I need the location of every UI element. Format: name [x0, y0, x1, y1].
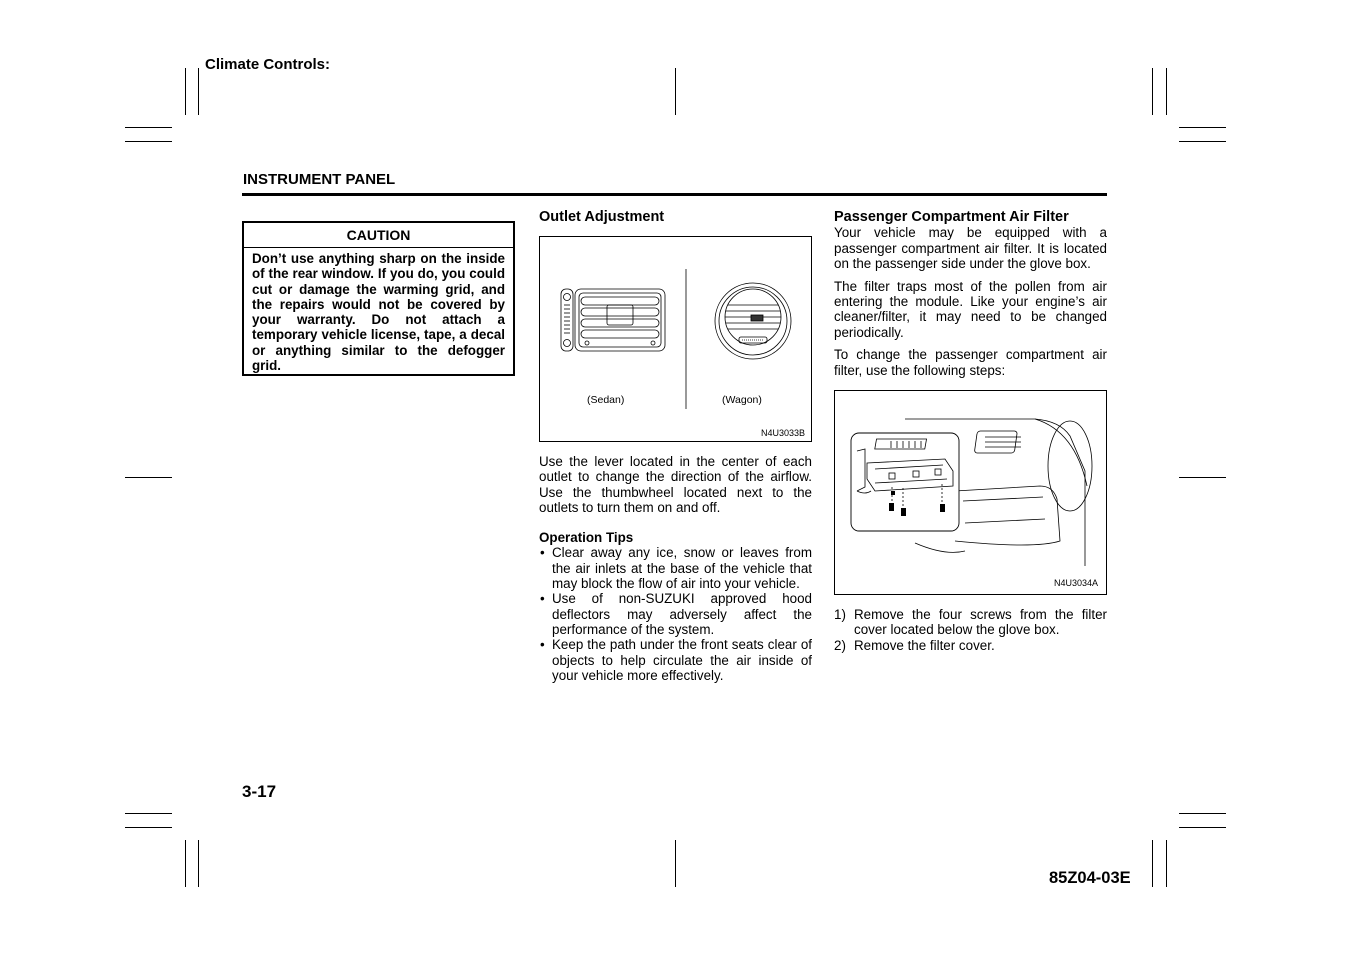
sedan-vent-icon: [561, 289, 665, 351]
filter-title: Passenger Compartment Air Filter: [834, 209, 1069, 225]
outlet-illustration: [540, 237, 811, 441]
list-item: [834, 607, 1107, 638]
filter-p2: The filter traps most of the pollen from air entering the module. Like your engine’s air cleaner/filter, it may need to be changed periodically.: [834, 278, 1107, 340]
section-rule: [242, 193, 1107, 196]
sedan-caption: (Sedan): [587, 394, 625, 406]
filter-figure: [834, 390, 1107, 595]
tips-list: [539, 545, 812, 683]
outlet-title: Outlet Adjustment: [539, 209, 665, 225]
outlet-text-block: [539, 454, 812, 683]
outlet-column: [539, 210, 812, 225]
list-item: • Use of non-SUZUKI approved hood deflectors may adversely affect the performance of the system.: [539, 591, 812, 637]
page-number: 3-17: [242, 782, 277, 801]
filter-figure-code: N4U3034A: [1053, 578, 1098, 588]
filter-p3: To change the passenger compartment air filter, use the following steps:: [834, 347, 1107, 378]
step-text: Remove the four screws from the filter cover located below the glove box.: [854, 607, 1107, 638]
filter-p1: Your vehicle may be equipped with a passenger compartment air filter. It is located on the passenger side under the glove box.: [834, 225, 1107, 271]
caution-text: Don’t use anything sharp on the inside of the rear window. If you do, you could cut or damage the warming grid, and the repairs would not be covered by your warranty. Do not attach a temporary vehicle license, tape, a decal or anything similar to the defogger grid.: [252, 251, 505, 374]
list-item: • Keep the path under the front seats clear of objects to help circulate the air inside of your vehicle more effectively.: [539, 637, 812, 683]
tips-title: Operation Tips: [539, 530, 634, 546]
step-number: 1): [834, 607, 846, 622]
filter-steps-block: [834, 607, 1107, 653]
glove-box-illustration: [835, 391, 1106, 594]
outlet-body: Use the lever located in the center of each outlet to change the direction of the airflow. Use the thumbwheel located next to the outlets to turn them on and off.: [539, 454, 812, 515]
steps-list: [834, 607, 1107, 653]
outlet-figure: [539, 236, 812, 442]
step-number: 2): [834, 637, 846, 653]
list-item: [834, 638, 1107, 653]
chapter-heading: Climate Controls:: [205, 56, 331, 73]
document-code: 85Z04-03E: [1049, 869, 1131, 887]
caution-title: CAUTION: [244, 223, 513, 248]
step-text: Remove the filter cover.: [854, 637, 995, 653]
outlet-figure-code: N4U3033B: [760, 428, 805, 438]
list-item: • Clear away any ice, snow or leaves from the air inlets at the base of the vehicle that may block the flow of air into your vehicle.: [539, 545, 812, 591]
inset-frame: [851, 433, 959, 531]
section-title: INSTRUMENT PANEL: [243, 171, 396, 188]
wagon-caption: (Wagon): [722, 394, 762, 406]
filter-column: [834, 210, 1107, 378]
caution-box: [242, 221, 515, 376]
wagon-vent-icon: [715, 283, 791, 359]
